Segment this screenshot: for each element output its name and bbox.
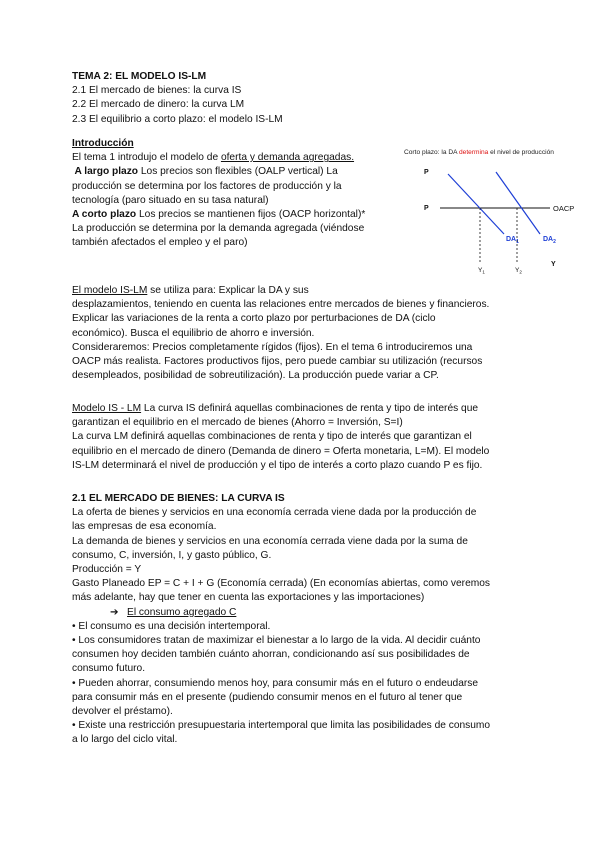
da1-text: DA: [506, 236, 517, 243]
y1-label: [478, 267, 485, 275]
da1-sub: 1: [516, 239, 519, 245]
section-line: consumo, C, inversión, I, y gasto público, G.: [72, 549, 272, 561]
intro-line: tecnología (paro situado en su tasa natural): [72, 194, 269, 206]
da2-label: [543, 236, 556, 245]
y2-label: [515, 267, 522, 275]
p-axis-label: P: [424, 169, 429, 176]
islm-line: OACP más realista. Factores productivos fijos, pero puede cambiar su utilización (recursos: [72, 356, 483, 368]
y2-text: Y: [515, 267, 520, 274]
da2-sub: 2: [553, 239, 556, 245]
intro-heading: Introducción: [72, 138, 134, 149]
intro-text: El tema 1 introdujo el modelo de: [72, 152, 221, 164]
section-line: Gasto Planeado EP = C + I + G (Economía cerrada) (En economías abiertas, como veremos: [72, 578, 490, 590]
y1-text: Y: [478, 267, 483, 274]
section-line: Producción = Y: [72, 564, 142, 576]
intro-line: [72, 165, 392, 179]
intro-line: [72, 151, 392, 165]
long-run-label: A largo plazo: [72, 166, 139, 178]
caption-highlight: determina: [458, 149, 489, 156]
islm-line: desplazamientos, teniendo en cuenta las relaciones entre mercados de bienes y financieros.: [72, 299, 490, 311]
oacp-label: OACP: [553, 204, 575, 213]
intro-block: [72, 137, 392, 251]
arrow-icon: ➔: [110, 606, 119, 618]
intro-line: también afectados el empleo y el paro): [72, 237, 248, 249]
da1-curve: [448, 174, 504, 234]
islm-line: [72, 284, 532, 298]
islm-line: desempleados, posibilidad de sobreutilización). La producción puede variar a CP.: [72, 370, 439, 382]
bullet-line: a lo largo del ciclo vital.: [72, 734, 178, 746]
subsection-label: El consumo agregado C: [127, 606, 237, 618]
topic-item: 2.3 El equilibrio a corto plazo: el modelo IS-LM: [72, 113, 283, 125]
y1-sub: 1: [482, 269, 485, 275]
islm-usage-block: [72, 284, 532, 383]
topic-item: 2.1 El mercado de bienes: la curva IS: [72, 85, 242, 97]
model-line: garantizan el equilibrio en el mercado de bienes (Ahorro = Inversión, S=I): [72, 417, 403, 429]
intro-line: producción se determina por los factores de producción y la: [72, 180, 342, 192]
islm-line: Consideraremos: Precios completamente rígidos (fijos). En el tema 6 introduciremos una: [72, 341, 473, 353]
short-run-label: A corto plazo: [72, 209, 137, 221]
intro-text: Los precios son flexibles (OALP vertical) La: [138, 166, 338, 178]
bullet-line: • El consumo es una decisión intertemporal.: [72, 620, 271, 632]
bullet-line: • Existe una restricción presupuestaria intertemporal que limita las posibilidades de consumo: [72, 720, 491, 732]
intro-line: [72, 208, 392, 222]
bullet-line: • Pueden ahorrar, consumiendo menos hoy, para consumir más en el futuro o endeudarse: [72, 677, 479, 689]
intro-text: Los precios se mantienen fijos (OACP horizontal)*: [136, 209, 366, 221]
bullet-line: consumo futuro.: [72, 663, 146, 675]
p-level-label: P: [424, 205, 429, 212]
section-heading: 2.1 EL MERCADO DE BIENES: LA CURVA IS: [72, 493, 285, 504]
bullet-line: consumen hoy deciden también cuánto ahorran, condicionando así sus posibilidades de: [72, 649, 470, 661]
bullet-line: • Los consumidores tratan de maximizar el bienestar a lo largo de la vida. Al decidir cuánto: [72, 635, 481, 647]
ad-as-diagram: [400, 148, 590, 278]
topic-item: 2.2 El mercado de dinero: la curva LM: [72, 99, 245, 111]
intro-line: La producción se determina por la demanda agregada (viéndose: [72, 223, 365, 235]
islm-line: económico). Busca el equilibrio de ahorro e inversión.: [72, 327, 315, 339]
y2-sub: 2: [519, 269, 522, 275]
da2-text: DA: [543, 236, 554, 243]
islm-lead: El modelo IS-LM: [72, 285, 148, 296]
topic-title: TEMA 2: EL MODELO IS-LM: [72, 71, 207, 82]
section-line: las empresas de esa economía.: [72, 521, 217, 533]
da2-curve: [496, 172, 540, 234]
bullet-line: devolver el préstamo).: [72, 706, 173, 718]
islm-line: Explicar las variaciones de la renta a corto plazo por perturbaciones de DA (ciclo: [72, 313, 436, 325]
section-line: más adelante, hay que tener en cuenta las exportaciones y las importaciones): [72, 592, 425, 604]
section-line: La oferta de bienes y servicios en una economía cerrada viene dada por la producción de: [72, 507, 477, 519]
model-block: [72, 402, 532, 473]
islm-text: se utiliza para: Explicar la DA y sus: [147, 285, 309, 296]
model-line: IS-LM determinará el nivel de producción y el tipo de interés a corto plazo cuando P es fijo.: [72, 459, 483, 471]
diagram-svg: [400, 148, 590, 278]
caption-text: Corto plazo: la DA: [404, 149, 459, 156]
topic-block: [72, 70, 372, 127]
bullet-line: para consumir más en el presente (pudiendo consumir menos en el futuro al tener que: [72, 691, 463, 703]
subsection-heading: [72, 606, 532, 620]
model-lead: Modelo IS - LM: [72, 403, 142, 414]
model-text: La curva IS definirá aquellas combinaciones de renta y tipo de interés que: [141, 403, 479, 414]
model-line: equilibrio en el mercado de dinero (Demanda de dinero = Oferta monetaria, L=M). El modelo: [72, 445, 490, 457]
y-axis-label: Y: [551, 261, 556, 268]
model-line: [72, 402, 532, 416]
model-line: La curva LM definirá aquellas combinaciones de renta y tipo de interés que garantizan el: [72, 431, 472, 443]
section-2-1: [72, 492, 532, 748]
section-line: La demanda de bienes y servicios en una economía cerrada viene dada por la suma de: [72, 535, 468, 547]
caption-text: el nivel de producción: [488, 149, 554, 156]
intro-underlined: oferta y demanda agregadas.: [220, 152, 355, 164]
